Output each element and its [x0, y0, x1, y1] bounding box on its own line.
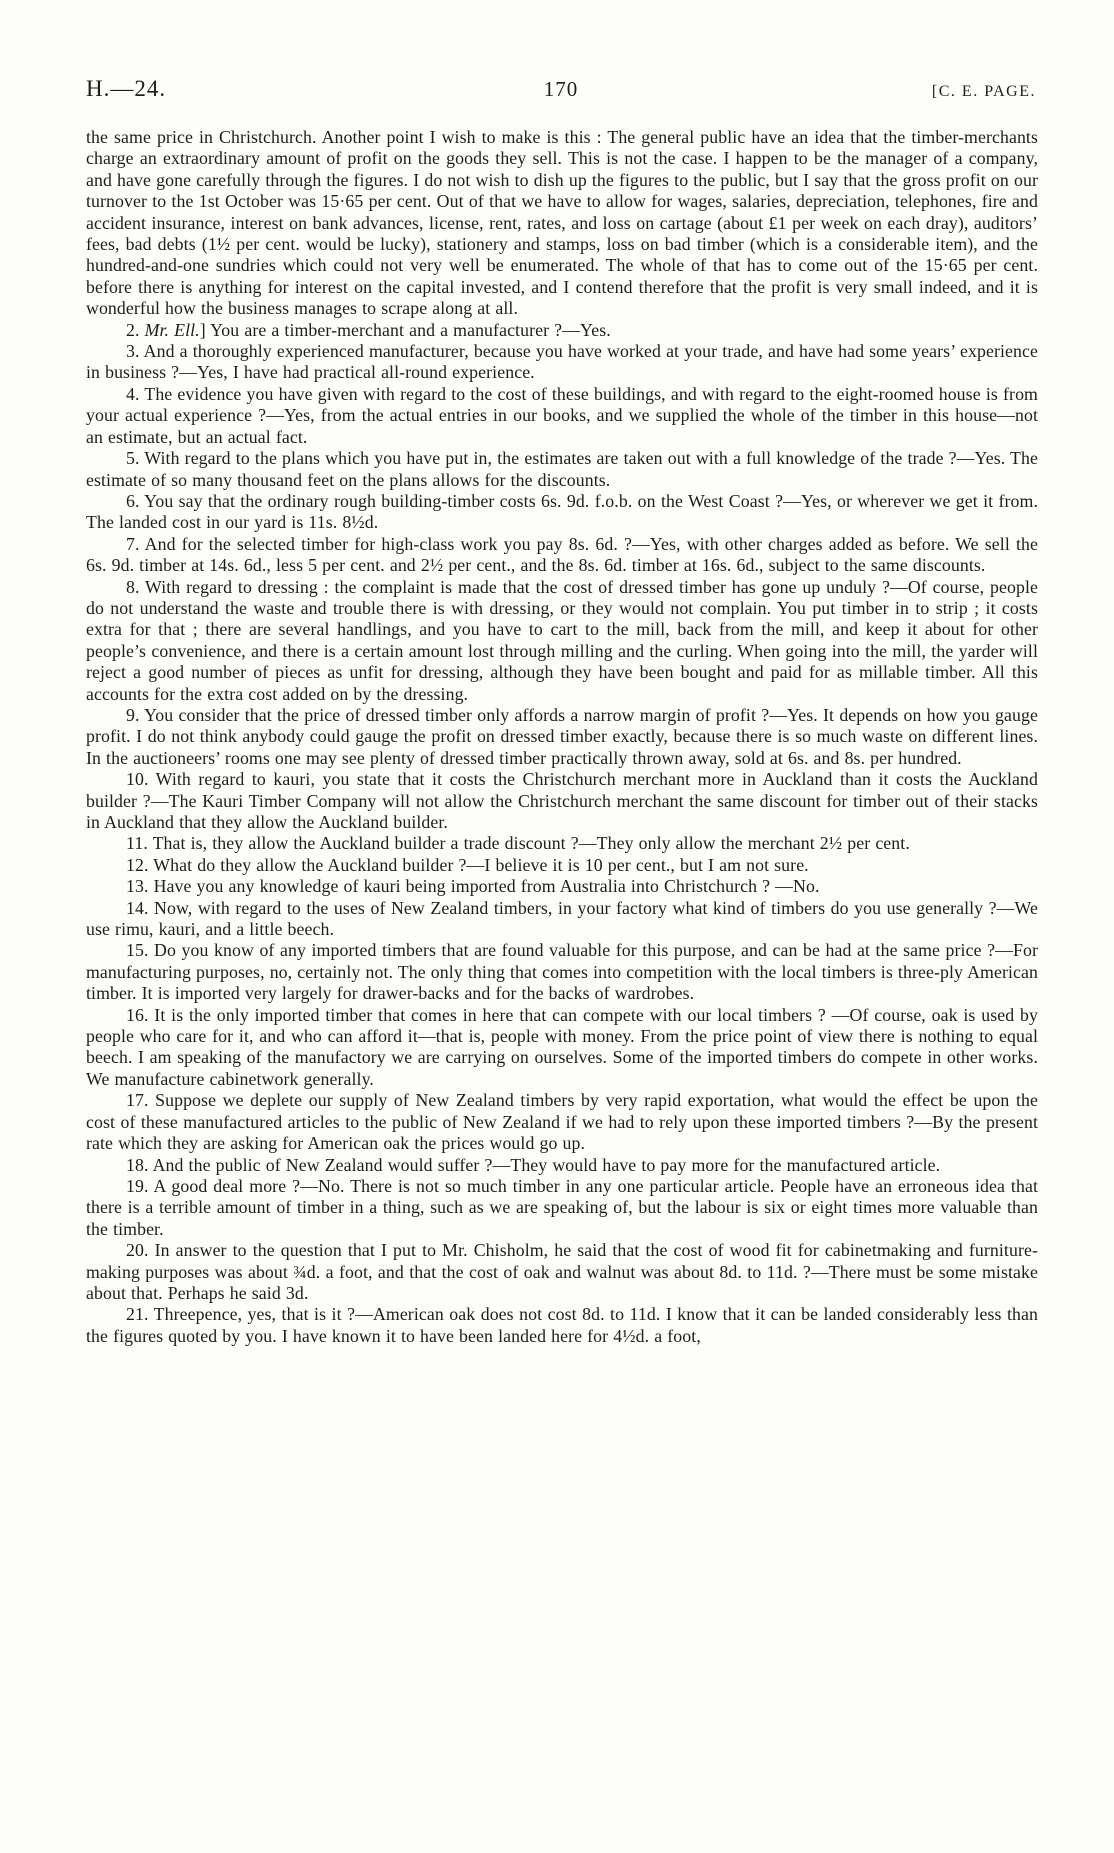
- speaker-attribution: Mr. Ell.: [144, 319, 200, 340]
- transcript-paragraph: [86, 491, 1038, 534]
- transcript-paragraph: [86, 534, 1038, 577]
- transcript-paragraph: [86, 898, 1038, 941]
- paragraph-text: 4. The evidence you have given with regard to the cost of these buildings, and with regard to the eight-roomed house is from your actual experience ?—Yes, from the actual entries in our books, and we supplied the whole of the timber in this house—not an estimate, but an actual fact.: [86, 383, 1038, 447]
- transcript-paragraph: [86, 127, 1038, 320]
- paragraph-text: 13. Have you any knowledge of kauri being imported from Australia into Christchurch ? —No.: [126, 876, 820, 897]
- transcript-paragraph: [86, 341, 1038, 384]
- transcript-paragraph: [86, 855, 1038, 876]
- transcript-paragraph: [86, 876, 1038, 897]
- transcript-paragraph: [86, 705, 1038, 769]
- paragraph-text: 7. And for the selected timber for high-class work you pay 8s. 6d. ?—Yes, with other charges added as before. We sell the 6s. 9d. timber at 14s. 6d., less 5 per cent. and 2½ per cent., and the 8s. 6d. timber at 16s. 6d., subject to the same discounts.: [86, 533, 1038, 576]
- paragraph-text: 11. That is, they allow the Auckland builder a trade discount ?—They only allow the merchant 2½ per cent.: [126, 833, 910, 854]
- paragraph-text: 14. Now, with regard to the uses of New Zealand timbers, in your factory what kind of timbers do you use generally ?—We use rimu, kauri, and a little beech.: [86, 897, 1038, 940]
- paragraph-text: ] You are a timber-merchant and a manufacturer ?—Yes.: [199, 319, 611, 340]
- document-reference: H.—24.: [86, 76, 167, 101]
- transcript-paragraph: [86, 448, 1038, 491]
- transcript-paragraph: [86, 1090, 1038, 1154]
- transcript-paragraph: [86, 940, 1038, 1004]
- transcript-paragraph: [86, 577, 1038, 705]
- transcript-paragraph: [86, 769, 1038, 833]
- paragraph-text: 10. With regard to kauri, you state that it costs the Christchurch merchant more in Auckland than it costs the Auckland builder ?—The Kauri Timber Company will not allow the Christchurch merchant the same discount for timber out of their stacks in Auckland that they allow the Auckland builder.: [86, 769, 1038, 832]
- paragraph-text: 6. You say that the ordinary rough building-timber costs 6s. 9d. f.o.b. on the West Coast ?—Yes, or wherever we get it from. The landed cost in our yard is 11s. 8½d.: [86, 490, 1038, 533]
- running-header: [86, 76, 1036, 102]
- transcript-paragraph: [86, 320, 1038, 341]
- paragraph-text: 15. Do you know of any imported timbers that are found valuable for this purpose, and can be had at the same price ?—For manufacturing purposes, no, certainly not. The only thing that comes into competition with the local timbers is three-ply American timber. It is imported very largely for drawer-backs and for the backs of wardrobes.: [86, 940, 1038, 1004]
- transcript-paragraph: [86, 1176, 1038, 1240]
- page-number: 170: [543, 77, 579, 101]
- transcript-paragraph: [86, 1155, 1038, 1176]
- paragraph-text: 12. What do they allow the Auckland builder ?—I believe it is 10 per cent., but I am not sure.: [126, 854, 809, 875]
- paragraph-text: 16. It is the only imported timber that comes in here that can compete with our local timbers ? —Of course, oak is used by people who care for it, and who can afford it—that is, people with money. From the price point of view there is nothing to equal beech. I am speaking of the manufactory we are carrying on ourselves. Some of the imported timbers do compete in other works. We manufacture cabinetwork generally.: [86, 1004, 1038, 1089]
- paragraph-text: 5. With regard to the plans which you have put in, the estimates are taken out with a full knowledge of the trade ?—Yes. The estimate of so many thousand feet on the plans allows for the discounts.: [86, 448, 1038, 490]
- paragraph-text: 17. Suppose we deplete our supply of New Zealand timbers by very rapid exportation, what would the effect be upon the cost of these manufactured articles to the public of New Zealand if we had to rely upon these imported timbers ?—By the present rate which they are asking for American oak the prices would go up.: [86, 1090, 1038, 1154]
- paragraph-text: 9. You consider that the price of dressed timber only affords a narrow margin of profit ?—Yes. It depends on how you gauge profit. I do not think anybody could gauge the profit on dressed timber exactly, because there is so much waste on different lines. In the auctioneers’ rooms one may see plenty of dressed timber practically thrown away, sold at 6s. and 8s. per hundred.: [86, 704, 1038, 768]
- witness-reference: [C. E. PAGE.: [931, 83, 1037, 100]
- paragraph-text: 18. And the public of New Zealand would suffer ?—They would have to pay more for the manufactured article.: [126, 1154, 941, 1175]
- paragraph-text: 8. With regard to dressing : the complaint is made that the cost of dressed timber has gone up unduly ?—Of course, people do not understand the waste and trouble there is with dressing, or they would not complain. You put timber in to strip ; it costs extra for that ; there are several handlings, and you have to cart to the mill, back from the mill, and keep it about for other people’s convenience, and there is a certain amount lost through milling and the curling. When going into the mill, the yarder will reject a good number of pieces as unfit for dressing, although they have been bought and paid for as millable timber. All this accounts for the extra cost added on by the dressing.: [86, 576, 1038, 704]
- paragraph-text: 20. In answer to the question that I put to Mr. Chisholm, he said that the cost of wood fit for cabinetmaking and furniture-making purposes was about ¾d. a foot, and that the cost of oak and walnut was about 8d. to 11d. ?—There must be some mistake about that. Perhaps he said 3d.: [86, 1240, 1038, 1303]
- document-body: [86, 127, 1038, 1347]
- paragraph-text: 21. Threepence, yes, that is it ?—American oak does not cost 8d. to 11d. I know that it can be landed considerably less than the figures quoted by you. I have known it to have been landed here for 4½d. a foot,: [86, 1304, 1038, 1346]
- paragraph-text: 3. And a thoroughly experienced manufacturer, because you have worked at your trade, and have had some years’ experience in business ?—Yes, I have had practical all-round experience.: [86, 341, 1038, 383]
- transcript-paragraph: [86, 384, 1038, 448]
- paragraph-text: the same price in Christchurch. Another point I wish to make is this : The general public have an idea that the timber-merchants charge an extraordinary amount of profit on the goods they sell. This is not the case. I happen to be the manager of a company, and have gone carefully through the figures. I do not wish to dish up the figures to the public, but I say that the gross profit on our turnover to the 1st October was 15·65 per cent. Out of that we have to allow for wages, salaries, depreciation, telephones, fire and accident insurance, interest on bank advances, license, rent, rates, and loss on cartage (about £1 per week on each dray), auditors’ fees, bad debts (1½ per cent. would be lucky), stationery and stamps, loss on bad timber (which is a considerable item), and the hundred-and-one sundries which could not very well be enumerated. The whole of that has to come out of the 15·65 per cent. before there is anything for interest on the capital invested, and I contend therefore that the profit is very small indeed, and it is wonderful how the business manages to scrape along at all.: [86, 127, 1038, 319]
- transcript-paragraph: [86, 1240, 1038, 1304]
- transcript-paragraph: [86, 833, 1038, 854]
- transcript-paragraph: [86, 1304, 1038, 1347]
- paragraph-text: 2.: [126, 319, 145, 340]
- transcript-paragraph: [86, 1005, 1038, 1091]
- paragraph-text: 19. A good deal more ?—No. There is not so much timber in any one particular article. People have an erroneous idea that there is a terrible amount of timber in a thing, such as we are speaking of, but the labour is six or eight times more valuable than the timber.: [86, 1175, 1038, 1239]
